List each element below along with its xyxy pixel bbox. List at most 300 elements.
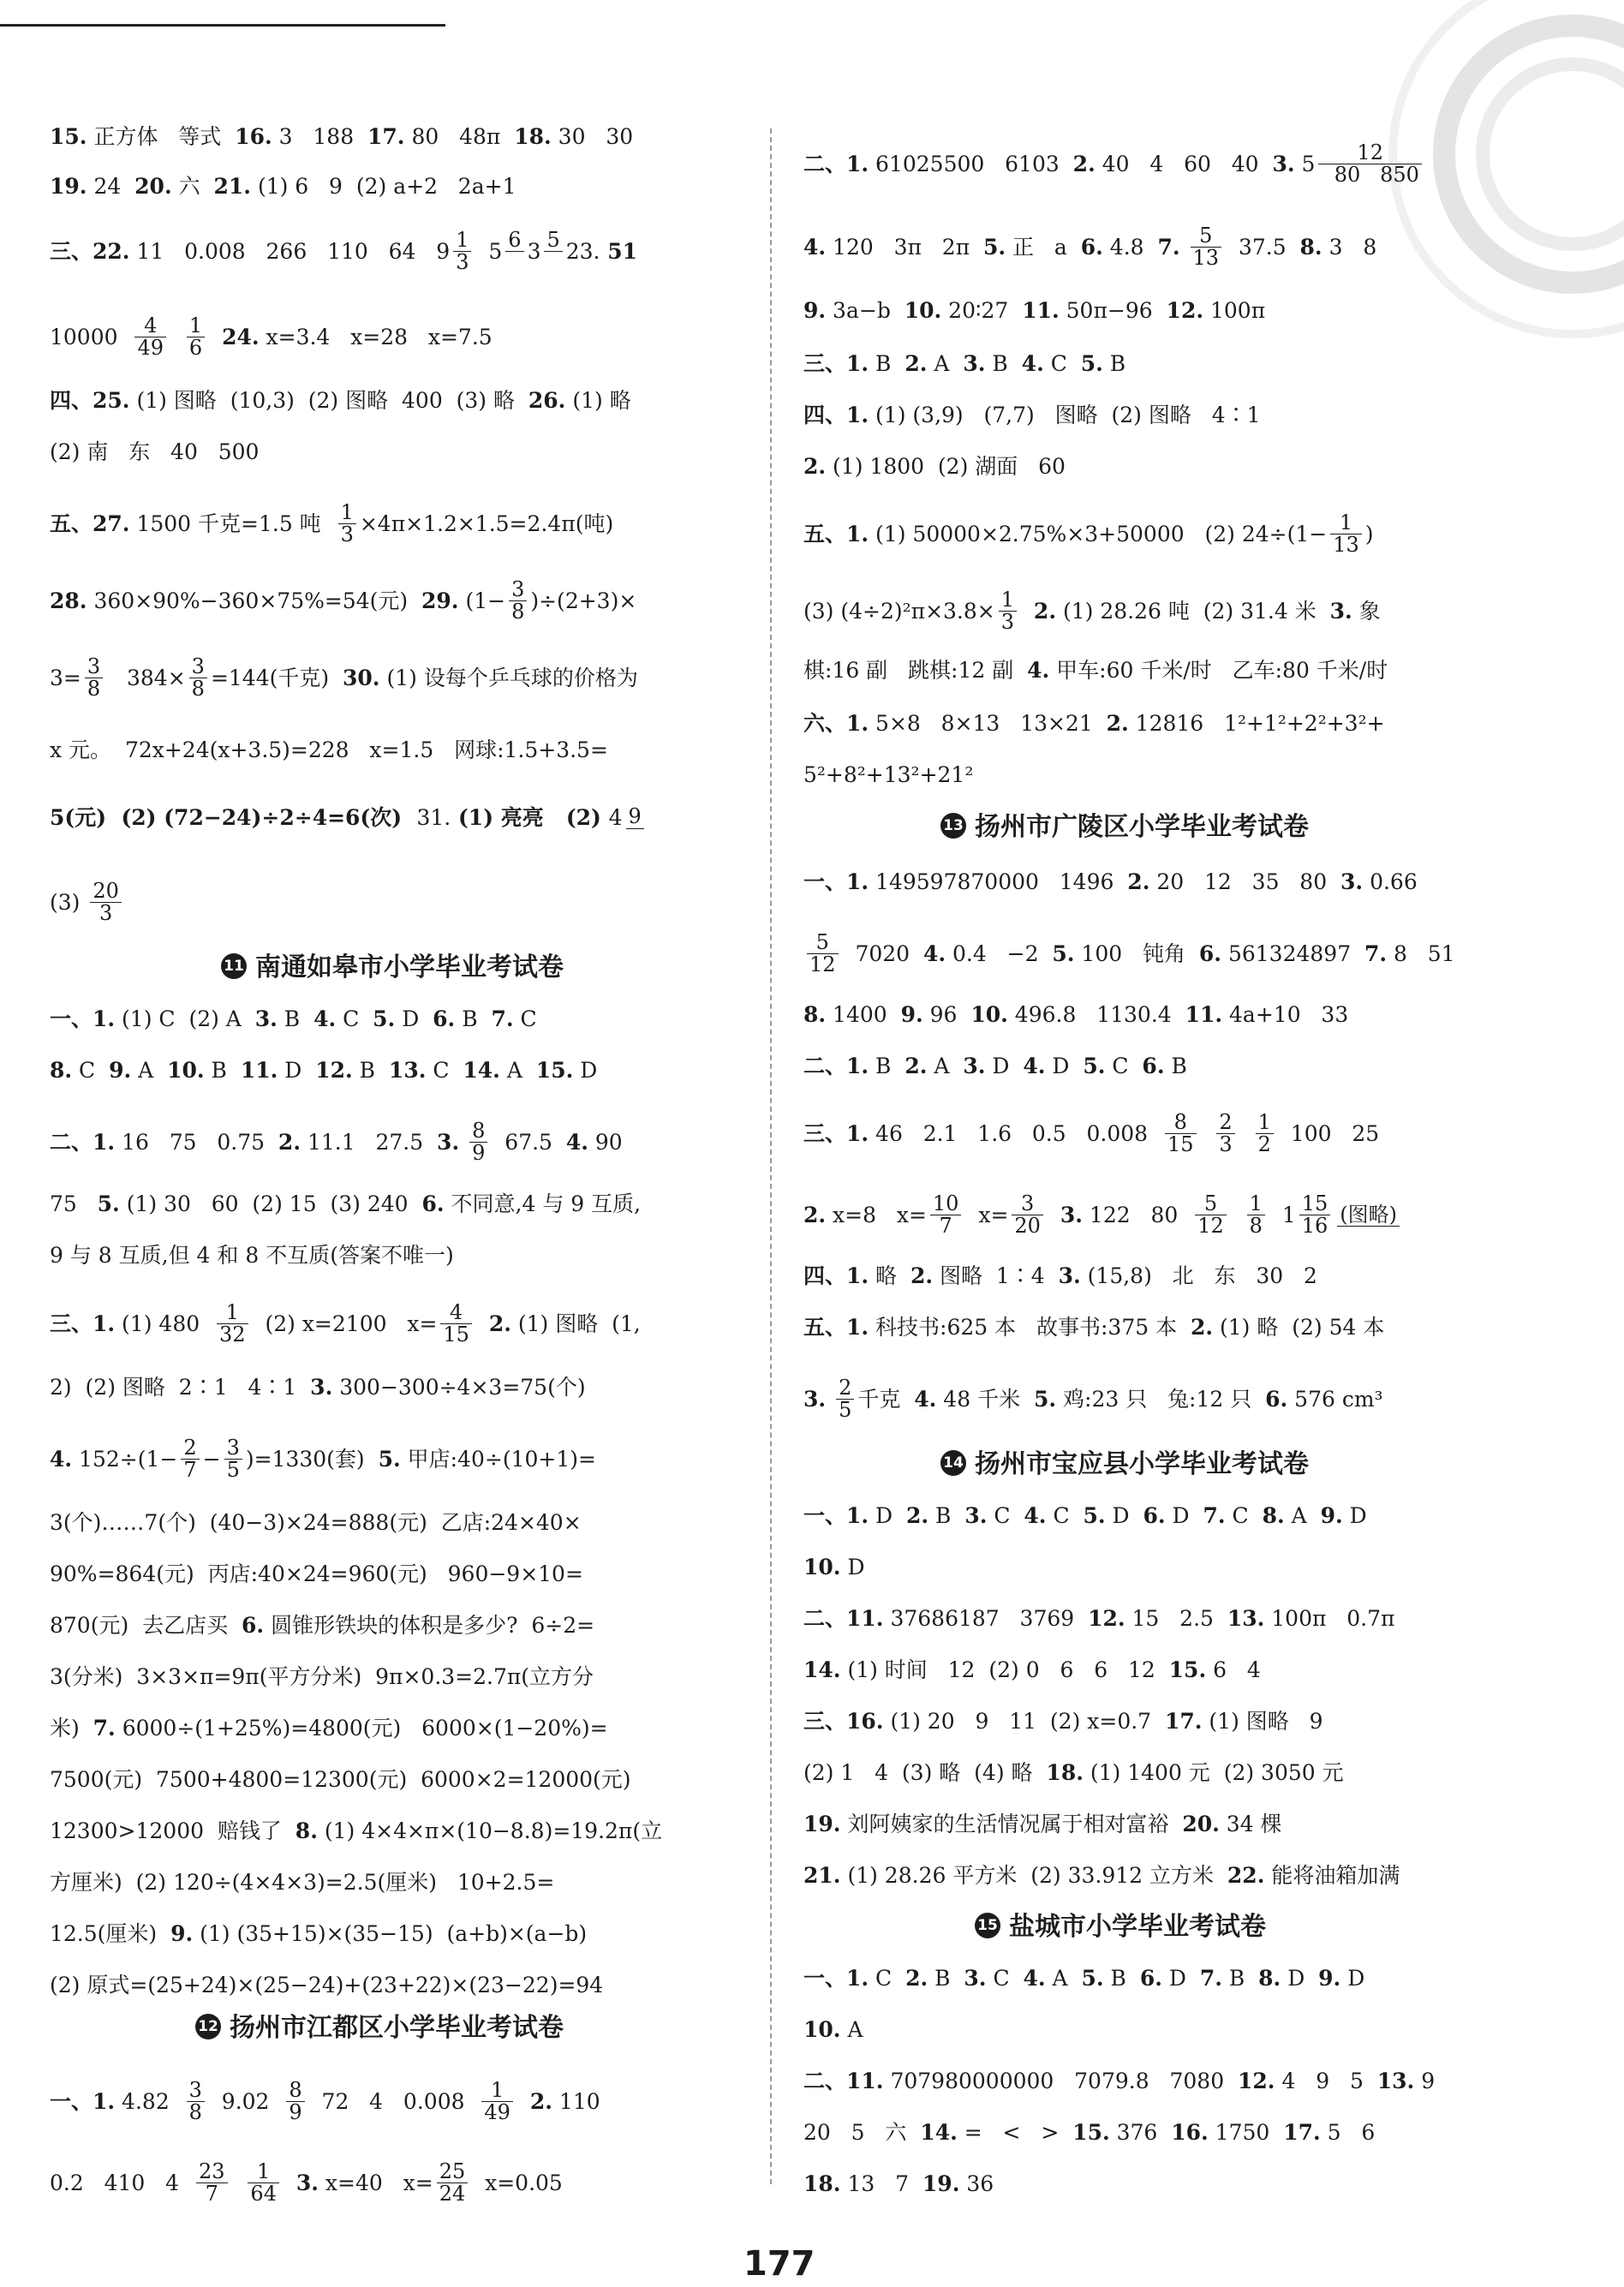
answer-line	[50, 170, 516, 204]
answer-text: 4.8	[1102, 235, 1158, 260]
answer-line	[803, 347, 1125, 381]
answer-text: (1) 时间 12 (2) 0 6 6 12	[840, 1657, 1169, 1682]
answer-text: 3a−b	[826, 298, 905, 323]
question-number: 3.	[803, 1387, 827, 1412]
question-number: 21.	[213, 174, 251, 199]
answer-text: x=0.05	[471, 2171, 563, 2196]
answer-text: B	[277, 1006, 314, 1031]
question-number: 9.	[900, 1002, 923, 1027]
answer-text: (1) 图略 9	[1202, 1709, 1323, 1734]
answer-line	[50, 1660, 594, 1694]
answer-text: 方厘米) (2) 120÷(4×4×3)=2.5(厘米) 10+2.5=	[50, 1870, 555, 1895]
fraction	[1247, 1193, 1265, 1237]
fraction-denominator: 3	[90, 902, 122, 924]
fraction-numerator: 1	[1249, 1191, 1263, 1215]
question-number: 11.	[240, 1058, 278, 1083]
fraction	[224, 1437, 242, 1481]
question-number: 2.	[910, 1263, 934, 1288]
answer-text: (1) 图略 (1,	[510, 1311, 641, 1337]
question-number: 3.	[964, 1966, 987, 1991]
answer-text: 120 3π 2π	[826, 235, 984, 260]
fraction	[196, 2161, 228, 2205]
answer-text: (2) 1 4 (3) 略 (4) 略	[803, 1760, 1047, 1785]
question-number: 三、16.	[803, 1709, 884, 1734]
fraction-denominator: 3	[1216, 1133, 1234, 1155]
question-number: 3.	[296, 2171, 319, 2196]
answer-text: B	[985, 351, 1022, 376]
answer-line	[803, 1110, 1380, 1157]
question-number: 18.	[514, 124, 552, 149]
fraction	[85, 656, 103, 700]
section-title	[940, 810, 1309, 845]
answer-text: 110	[552, 2089, 600, 2115]
answer-text: 9	[1414, 2069, 1436, 2093]
fraction-numerator: 5	[815, 930, 829, 954]
question-number: 10.	[167, 1058, 205, 1083]
question-number: 26.	[528, 388, 566, 413]
fraction-numerator: 1	[188, 313, 203, 337]
answer-text: A	[1284, 1503, 1321, 1528]
question-number: 7.	[1199, 1966, 1222, 1991]
question-number: 2.	[1106, 711, 1129, 736]
question-number: 7.	[1364, 941, 1388, 967]
fraction	[1256, 1112, 1274, 1155]
fraction-denominator: 49	[134, 337, 166, 359]
question-number: 3.	[1272, 152, 1295, 177]
question-number: 3.	[254, 1006, 278, 1031]
fraction-denominator: 8	[509, 600, 527, 623]
question-number: 51	[600, 239, 638, 265]
question-number: 10.	[904, 298, 942, 323]
answer-text: D	[278, 1058, 316, 1083]
answer-line	[50, 435, 259, 469]
fraction-denominator: 80 850	[1318, 164, 1422, 186]
question-number: 4.	[1023, 1054, 1046, 1078]
answer-line	[50, 654, 638, 702]
answer-text: )	[1364, 522, 1374, 547]
section-number-badge: 13	[940, 813, 966, 839]
answer-text	[231, 2171, 245, 2195]
answer-text: 90	[588, 1130, 623, 1155]
fraction-denominator: 20	[1012, 1215, 1043, 1237]
question-number: 一、1.	[50, 2089, 116, 2115]
question-number: 18.	[1046, 1760, 1084, 1785]
question-number: 8.	[1299, 235, 1322, 260]
answer-text: B	[928, 1966, 964, 1991]
answer-text: 甲车:60 千米/时 乙车:80 千米/时	[1049, 658, 1388, 683]
fraction-denominator	[544, 251, 562, 273]
question-number: 14.	[920, 2120, 958, 2145]
fraction-numerator: 2	[1219, 1110, 1233, 1134]
answer-text: 能将油箱加满	[1264, 1863, 1400, 1888]
answer-line	[803, 2167, 994, 2201]
question-number: 6.	[1142, 1054, 1165, 1078]
answer-text: (1) 6 9 (2) a+2 2a+1	[251, 174, 516, 199]
answer-text: (2) 原式=(25+24)×(25−24)+(23+22)×(23−22)=94	[50, 1973, 604, 1997]
answer-text: B	[455, 1006, 492, 1031]
answer-text: 0.2 410 4	[50, 2171, 193, 2196]
question-number: 2.	[488, 1311, 511, 1337]
answer-text: 3	[527, 239, 541, 265]
question-number: 21.	[803, 1863, 841, 1888]
answer-text: 37686187 3769	[883, 1606, 1089, 1631]
question-number: 2.	[906, 1503, 929, 1528]
answer-line	[50, 1968, 603, 2003]
question-number: 5.	[1033, 1387, 1057, 1412]
question-number: 2.	[1127, 869, 1150, 894]
fraction-numerator: 8	[1173, 1110, 1187, 1134]
answer-text: 3 188	[272, 124, 367, 149]
answer-line	[803, 930, 1455, 977]
answer-text: D	[1342, 1503, 1367, 1528]
question-number: 9.	[1318, 1966, 1341, 1991]
answer-line	[50, 1300, 641, 1347]
answer-text: 707980000000 7079.8 7080	[883, 2069, 1238, 2093]
question-number: 14.	[463, 1058, 500, 1083]
question-number: 5.	[378, 1447, 401, 1472]
answer-text: (1) (35+15)×(35−15) (a+b)×(a−b)	[193, 1921, 588, 1946]
answer-line	[50, 1187, 641, 1221]
answer-text: B	[1103, 1966, 1140, 1991]
answer-text: (1) 28.26 吨 (2) 31.4 米	[1056, 599, 1330, 624]
answer-text: 376	[1109, 2120, 1172, 2145]
question-number: 8.	[803, 1002, 827, 1027]
answer-text: D	[1340, 1966, 1365, 1991]
answer-text: C	[987, 1503, 1024, 1528]
question-number: 2.	[803, 454, 827, 479]
section-title-text: 扬州市广陵区小学毕业考试卷	[975, 812, 1309, 842]
answer-line	[803, 1311, 1384, 1345]
question-number: 20.	[134, 174, 172, 199]
answer-text: 科技书:625 本 故事书:375 本	[869, 1315, 1191, 1340]
answer-text: 5×8 8×13 13×21	[869, 711, 1107, 736]
answer-text: 31.	[416, 805, 451, 830]
answer-text: 0.4 −2	[946, 941, 1053, 967]
fraction-denominator: 3	[453, 251, 471, 273]
answer-text: D	[1165, 1503, 1203, 1528]
fraction-denominator: 9	[286, 2101, 304, 2123]
answer-line	[803, 758, 973, 792]
answer-text	[170, 325, 183, 349]
question-number: 三、22.	[50, 239, 130, 265]
answer-line	[803, 1376, 1383, 1423]
question-number: 一、1.	[803, 1503, 869, 1528]
fraction-numerator: 5	[1203, 1191, 1218, 1215]
answer-text: )÷(2+3)×	[530, 588, 637, 614]
question-number: 四、1.	[803, 403, 869, 427]
answer-text: x=3.4 x=28 x=7.5	[259, 325, 493, 350]
question-number: 8.	[1258, 1966, 1281, 1991]
question-number: 4.	[50, 1447, 73, 1472]
fraction-numerator: 3	[226, 1436, 240, 1460]
answer-text: 80 48π	[404, 124, 515, 149]
fraction	[90, 881, 122, 924]
answer-text: C	[1105, 1054, 1143, 1078]
answer-line	[50, 1557, 583, 1591]
fraction-numerator: 8	[472, 1119, 486, 1143]
fraction	[187, 2080, 205, 2123]
answer-text: B	[204, 1058, 241, 1083]
answer-text: 149597870000 1496	[869, 869, 1128, 894]
question-number: 4.	[922, 941, 946, 967]
question-number: 4.	[1023, 1966, 1046, 1991]
section-title	[221, 951, 564, 985]
fraction-numerator: 4	[450, 1300, 463, 1324]
question-number: 6.	[1143, 1503, 1166, 1528]
answer-text: 象	[1352, 599, 1381, 624]
fraction-numerator: (图略)	[1340, 1202, 1398, 1227]
fraction-numerator: 3	[87, 654, 101, 678]
question-number: 9.	[170, 1921, 194, 1946]
answer-text	[459, 1130, 466, 1155]
question-number: 三、1.	[803, 351, 869, 376]
question-number: 29.	[421, 588, 459, 614]
question-number: 4.	[1021, 351, 1044, 376]
question-number: 20.	[1182, 1812, 1220, 1836]
question-number: 6.	[242, 1613, 265, 1638]
fraction	[440, 1302, 472, 1346]
question-number: 16.	[235, 124, 272, 149]
answer-line	[803, 2064, 1435, 2099]
question-number: 二、1.	[803, 1054, 869, 1078]
fraction-denominator: 8	[85, 678, 103, 700]
answer-text: (1) 20 9 11 (2) x=0.7	[883, 1709, 1165, 1734]
question-number: 13.	[1227, 1606, 1265, 1631]
answer-text: C	[513, 1006, 537, 1031]
answer-text: 0.66	[1363, 869, 1418, 894]
answer-text: 100π 0.7π	[1264, 1606, 1395, 1631]
fraction	[626, 806, 644, 828]
answer-text: x=40 x=	[318, 2171, 433, 2196]
answer-text: 100π	[1203, 298, 1266, 323]
answer-text: (1) 50000×2.75%×3+50000 (2) 24÷(1−	[869, 522, 1328, 547]
fraction	[544, 230, 562, 273]
answer-text: 12300>12000 赔钱了	[50, 1818, 296, 1843]
answer-text: 4.82	[115, 2089, 183, 2115]
answer-text: 67.5	[491, 1130, 566, 1155]
answer-text: 3(分米) 3×3×π=9π(平方分米) 9π×0.3=2.7π(立方分	[50, 1664, 594, 1689]
question-number: 9.	[803, 298, 827, 323]
question-number: 一、1.	[50, 1006, 116, 1031]
question-number: 3.	[1060, 1203, 1083, 1228]
answer-text: 7500(元) 7500+4800=12300(元) 6000×2=12000(元)	[50, 1767, 631, 1792]
question-number: 五、1.	[803, 522, 869, 547]
answer-text: 40 4 60 40	[1095, 152, 1273, 177]
answer-text: 4a+10 33	[1222, 1002, 1349, 1027]
answer-text: 46 2.1 1.6 0.5 0.008	[869, 1121, 1161, 1147]
question-number: 15.	[50, 124, 87, 149]
answer-text: 六	[171, 174, 214, 199]
question-number: 8.	[50, 1058, 73, 1083]
fraction	[505, 230, 523, 273]
fraction-denominator: 15	[440, 1323, 472, 1346]
question-number: 二、1.	[803, 152, 869, 177]
answer-text: 正 a	[1006, 235, 1081, 260]
question-number: 3.	[963, 1054, 986, 1078]
answer-line	[50, 1917, 587, 1951]
answer-line	[50, 1436, 596, 1483]
fraction	[481, 2080, 513, 2123]
answer-text: (15,8) 北 东 30 2	[1080, 1263, 1317, 1288]
fraction-denominator: 2	[1256, 1133, 1274, 1155]
answer-text: 甲店:40÷(10+1)=	[400, 1447, 596, 1472]
answer-text	[1295, 152, 1302, 176]
answer-text: 米)	[50, 1716, 93, 1741]
question-number: 9.	[109, 1058, 132, 1083]
answer-text: A	[927, 1054, 964, 1078]
question-number: 5(元) (2) (72−24)÷2÷4=6(次)	[50, 805, 417, 830]
answer-line	[50, 801, 648, 835]
answer-text: 300−300÷4×3=75(个)	[332, 1375, 586, 1400]
question-number: 12.	[1238, 2069, 1275, 2093]
question-number: 五、27.	[50, 511, 130, 537]
answer-text: A	[499, 1058, 536, 1083]
fraction	[134, 315, 166, 359]
question-number: 6.	[1139, 1966, 1162, 1991]
question-number: 8.	[1262, 1503, 1285, 1528]
question-number: 2.	[1190, 1315, 1214, 1340]
answer-text: A	[1045, 1966, 1082, 1991]
page-number: 177	[743, 2244, 815, 2284]
question-number: 4.	[914, 1387, 937, 1412]
answer-line	[803, 1602, 1394, 1636]
question-number: 10.	[970, 1002, 1008, 1027]
question-number: 28.	[50, 588, 87, 614]
question-number: 7.	[491, 1006, 514, 1031]
section-number-badge: 14	[940, 1450, 966, 1476]
question-number: 2.	[278, 1130, 302, 1155]
answer-text: D	[869, 1503, 906, 1528]
fraction-numerator: 4	[144, 313, 158, 337]
fraction-numerator: 8	[289, 2078, 302, 2102]
answer-text: 8 51	[1387, 941, 1455, 967]
answer-text: (1) 480	[115, 1311, 214, 1337]
fraction-denominator	[505, 251, 523, 273]
question-number: 9.	[1320, 1503, 1343, 1528]
answer-text: (1) 4×4×π×(10−8.8)=19.2π(立	[317, 1818, 663, 1843]
question-number: 3.	[1058, 1263, 1081, 1288]
fraction-numerator: 3	[511, 577, 525, 601]
answer-text: (1) (3,9) (7,7) 图略 (2) 图略 4∶1	[869, 403, 1261, 427]
answer-text: 100 钝角	[1074, 941, 1199, 967]
section-title-text: 盐城市小学毕业考试卷	[1009, 1912, 1266, 1942]
question-number: 5.	[373, 1006, 396, 1031]
answer-text: 13 7	[840, 2171, 922, 2196]
fraction	[187, 315, 205, 359]
question-number: 3.	[310, 1375, 333, 1400]
answer-text: 3 8	[1322, 235, 1377, 260]
answer-line	[803, 1550, 865, 1585]
answer-line	[50, 1002, 537, 1036]
fraction-denominator: 12	[807, 953, 839, 976]
answer-text: (1) C (2) A	[115, 1006, 255, 1031]
fraction	[338, 502, 356, 546]
answer-text: C	[336, 1006, 373, 1031]
answer-line	[50, 1506, 582, 1540]
answer-text: 30 30	[551, 124, 634, 149]
answer-text: ×4π×1.2×1.5=2.4π(吨)	[359, 511, 614, 537]
question-number: 19.	[803, 1812, 841, 1836]
fraction-denominator: 7	[196, 2183, 228, 2205]
answer-line	[50, 879, 125, 926]
question-number: 6.	[1265, 1387, 1288, 1412]
answer-text: 36	[959, 2171, 994, 2196]
answer-line	[50, 120, 633, 154]
answer-text: x=8 x=	[826, 1203, 927, 1228]
answer-text: 384×	[106, 666, 186, 691]
fraction-numerator: 3	[191, 654, 205, 678]
answer-text: 48 千米	[936, 1387, 1034, 1412]
section-title-text: 南通如皋市小学毕业考试卷	[255, 952, 564, 982]
answer-text: 870(元) 去乙店买	[50, 1613, 242, 1638]
question-number: 2.	[905, 351, 928, 376]
answer-text: 略	[869, 1263, 911, 1288]
fraction	[836, 1377, 854, 1421]
answer-text: C	[426, 1058, 463, 1083]
question-number: 13.	[388, 1058, 427, 1083]
question-number: 4.	[1024, 1503, 1047, 1528]
fraction-numerator: 2	[183, 1436, 197, 1460]
answer-text: 122 80	[1082, 1203, 1192, 1228]
fraction-numerator: 5	[546, 228, 560, 252]
answer-text: 鸡:23 只 兔:12 只	[1056, 1387, 1266, 1412]
question-number: 4.	[1027, 658, 1050, 683]
question-number: 6.	[1198, 941, 1221, 967]
question-number: 7.	[93, 1716, 116, 1741]
section-title	[940, 1448, 1309, 1482]
question-number: 16.	[1171, 2120, 1209, 2145]
answer-text: 1400	[826, 1002, 901, 1027]
question-number: 17.	[1283, 2120, 1321, 2145]
fraction-denominator: 16	[1299, 1215, 1331, 1237]
answer-text: 5²+8²+13²+21²	[803, 762, 974, 787]
question-number: 三、1.	[50, 1311, 116, 1337]
question-number: 11.	[1022, 298, 1060, 323]
answer-text: 561324897	[1221, 941, 1364, 967]
question-number: 5.	[1083, 1503, 1106, 1528]
question-number: 5.	[1083, 1054, 1106, 1078]
fraction-denominator: 7	[181, 1459, 199, 1481]
answer-text: (1) 1800 (2) 湖面 60	[826, 454, 1066, 479]
answer-text: B	[1102, 351, 1126, 376]
answer-text: D	[573, 1058, 598, 1083]
answer-text: 24	[87, 174, 135, 199]
answer-text: (1) 略 (2) 54 本	[1213, 1315, 1385, 1340]
answer-text: −	[202, 1447, 221, 1472]
fraction-denominator: 7	[930, 1215, 962, 1237]
answer-text: 20∶27	[941, 298, 1023, 323]
question-number: 3.	[964, 1503, 988, 1528]
question-number: 30.	[343, 666, 380, 691]
answer-text	[1180, 235, 1187, 260]
answer-line	[50, 500, 614, 547]
question-number: 5.	[983, 235, 1006, 260]
fraction	[1012, 1193, 1043, 1237]
fraction	[1299, 1193, 1331, 1237]
fraction-denominator: 5	[224, 1459, 242, 1481]
fraction-numerator: 3	[1021, 1191, 1035, 1215]
section-title	[975, 1910, 1266, 1944]
answer-text: 20 12 35 80	[1149, 869, 1341, 894]
answer-text: C	[1225, 1503, 1263, 1528]
fraction-denominator: 3	[999, 611, 1017, 633]
answer-text: A	[927, 351, 964, 376]
answer-text	[283, 2171, 296, 2195]
answer-text: 正方体 等式	[87, 124, 236, 149]
answer-text: B	[1164, 1054, 1187, 1078]
answer-text: 152÷(1−	[72, 1447, 178, 1472]
answer-text: 6000÷(1+25%)=4800(元) 6000×(1−20%)=	[115, 1716, 608, 1741]
